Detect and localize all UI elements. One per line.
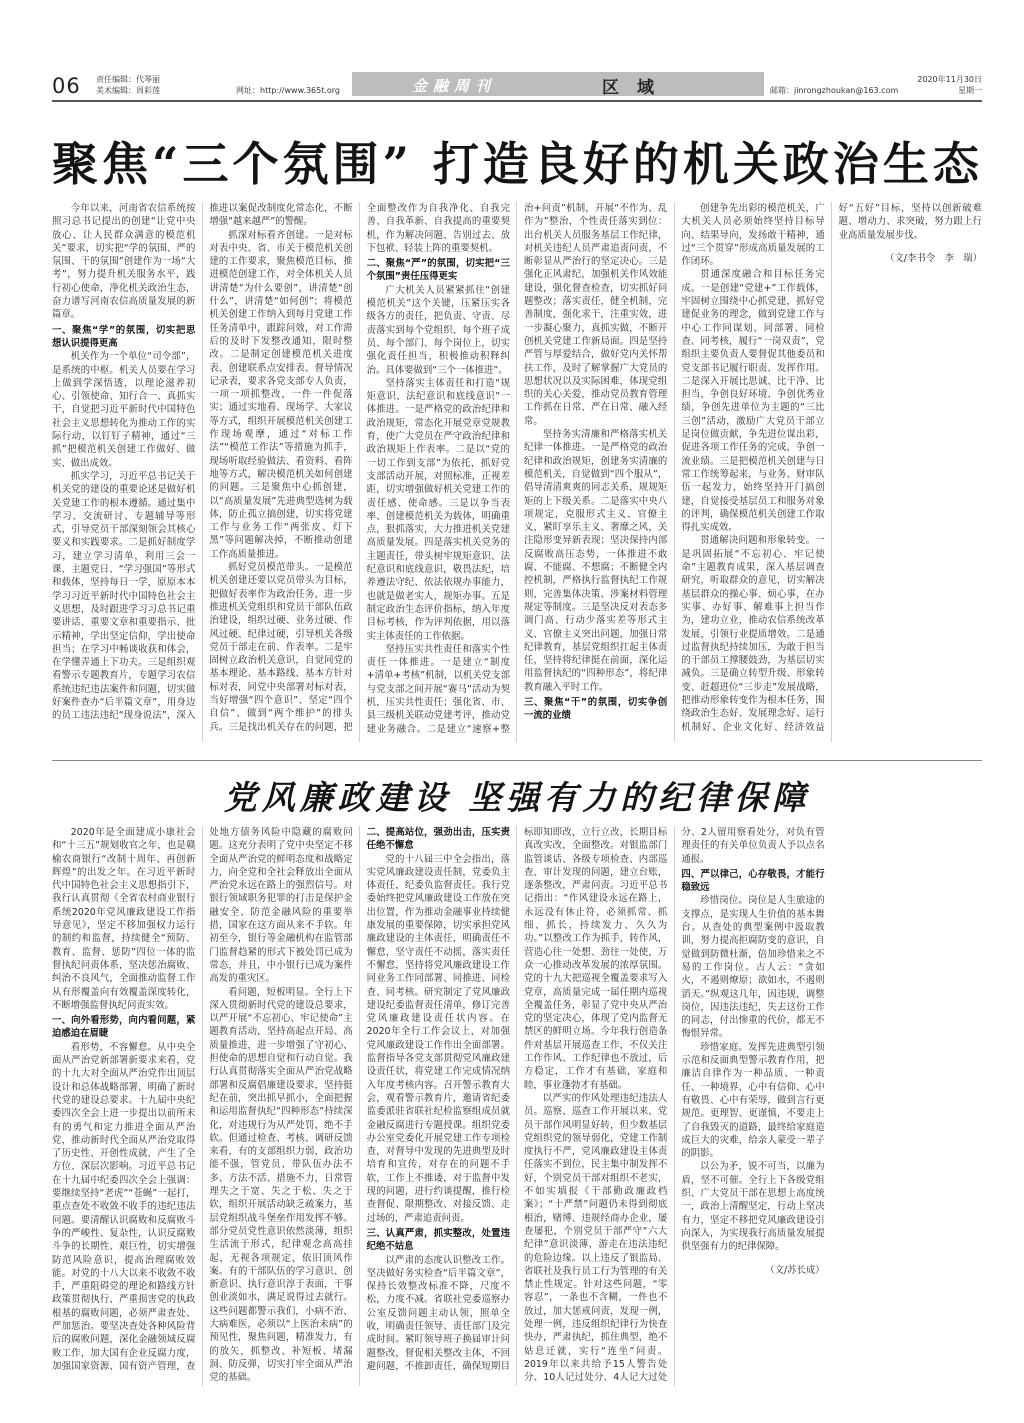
subheading: 一、向外看形势，向内看问题，紧迫感迫在眉睫 — [52, 1015, 196, 1040]
article2-title: 党风廉政建设 坚强有力的纪律保障 — [223, 778, 811, 817]
paragraph: 今年以来，河南省农信系统按照习总书记提出的创建“让党中央放心、让人民群众满意的模范机关”要求，切实把“学的氛围、严的氛围、干的氛围”创建作为一场“大考”，努力提升机关服务水平，践行初心使命，净化机关政治生态，奋力谱写河南农信高质量发展的新篇章。 — [52, 203, 196, 321]
paragraph: 贯通解决问题和形象转变。一是巩固拓展“不忘初心、牢记使命”主题教育成果，深入基层调查研究，听取群众的意见，切实解决基层群众的操心事、烦心事，在办实事、办好事、解难事上担当作为，建功立业，推动农信系统改革发展，引领行业提质增效。二是通过监督执纪持续加压，为敢于担当的干部员工撑腰鼓劲，为基层切实减负。三是确立转型升级、形象转变、赶超进位“三步走”发展战略，把推动形象转变作为根本任务，围绕政治生态好、发展理念好、运行机制好、企业文化好、经济效益好“五好”目标，坚持以创新破难题、增动力、求突破，努力跟上行业高质量发展步伐。 — [681, 203, 982, 733]
paragraph: 以严肃的态度认识整改工作。坚决做好务实检查“后半篇文章”，保持长效整改标准不降，尺度不松，力度不减。省联社党委巡察办公室反馈问题主动认领，照单全收，明确责任领导、责任部门及完成时间。紧盯领导班子换届审计问题整改，督促相关整改主体，不回避问题，不推卸责任，确保短期目标即知即改，立行立改，长期目标真改实改，全面整改。对银监部门监管谈话、各级专项检查、内部巡查、审计发现的问题，建立台账，逐条整改，严肃问责。习近平总书记指出：“作风建设永远在路上，永远没有休止符，必须抓常、抓细、抓长，持续发力、久久为功。”以整改工作为抓手，转作风，营造心往一处想、劲往一处使，万众一心推动改革发展的浓厚氛围。党的十九大把巡视全覆盖要求写入党章，高质量完成一届任期内巡视全覆盖任务，彰显了党中央从严治党的坚定决心，体现了党内监督无禁区的鲜明立场。今年我行创造条件对基层开展巡查工作，不仅关注工作作风、工作纪律也不放过，后方稳定，工作才有基础，家庭和睦，事业蓬勃才有基础。 — [366, 827, 668, 1372]
issue-date — [917, 74, 982, 96]
paragraph: 珍惜家庭。发挥先进典型引领示范和反面典型警示教育作用，把廉洁自律作为一种品质、一种责任、一种境界，心中有信仰、心中有敬畏、心中有荣辱，做到言行更规范。更理智、更谨慎，不要走上了自我毁灭的道路，最终给家庭造成巨大的灾难，给亲人蒙受一辈子的阴影。 — [681, 1041, 825, 1160]
page-number: 06 — [52, 74, 81, 98]
paragraph: 看问题，短板明显。全行上下深入贯彻新时代党的建设总要求，以严开展“不忘初心、牢记使命”主题教育活动，坚持高起点开局、高质量推进，进一步增强了守初心、担使命的思想自觉和行动自觉。我行认真贯彻落实全面从严治党战略部署和反腐倡廉建设要求，坚持挺纪在前，突出抓早抓小，全面把握和运用监督执纪“四种形态”持续深化，对违规行为从严处罚，绝不手软。但通过检查、考核、调研反馈来看，有的支部组织力弱，政治功能不强，管党员、带队伍办法不多、方法不活、措施不力，日常管理失之于宽、失之于松、失之于软，组织开展活动缺乏疏案力，基层党组织战斗堡垒作用发挥不够。部分党员党性意识依然淡薄，组织生活流于形式，纪律观念高高挂起，无视各项规定，依旧顶风作案。有的干部队伍的学习意识、创新意识、执行意识淳于表面，干事创业淡如水，满足说得过去就行。这些问题都警示我们，小病不治、大病难医，必须以“上医治未病”的预见性，聚焦问题，精准发力，有的放矢，抓整改、补短板、堵漏洞、防反弹，切实打牢全面从严治党的基础。 — [209, 986, 353, 1384]
paragraph: 珍惜岗位。岗位是人生旅途的支撑点，是实现人生价值的基本舞台。从查处的典型案例中汲取教训，努力提高拒腐防变的意识，自觉做到防微杜渐，倍加珍惜来之不易的工作岗位。古人云：“贪如火，不遏则燎原；欲如水，不遏则滔天。”纵观这几年，因违规，调整岗位，因违法违纪，失去这份工作的同志，付出惨重的代价，都无不悔恨异常。 — [681, 895, 825, 1040]
paragraph: 坚持务实清廉和严格落实机关纪律一体推进。一是严格党的政治纪律和政治规矩，创建务实清廉的模范机关，自觉做到“四个服从”，倡导清清爽爽的同志关系，规规矩矩的上下级关系。二是落实中央八项规定，克服形式主义、官僚主义，紧盯享乐主义、奢靡之风，关注隐形变异新表现；坚决保持内部反腐败高压态势，一体推进不敢腐、不能腐、不想腐；不断健全内控机制，严格执行监督执纪工作规则，完善集体决策、涉案材料管理规定等制度。三是坚决反对表态多调门高、行动少落实差等形式主义、官僚主义突出问题，加强日常纪律教育，基层党组织扛起主体责任，坚持将纪律挺在前面，深化运用监督执纪的“四种形态”，将纪律教育融入平时工作。 — [523, 429, 668, 693]
brand-name: 金融周刊 — [412, 77, 497, 95]
paragraph: 抓好党员模范带头。一是模范机关创建还要以党员带头为目标，把做好表率作为政治任务，进一步推进机关党组织和党员干部队伍政治建设，组织过硬、业务过硬、作风过硬、纪律过硬，引导机关各级党员干部走在前、作表率。二是牢固树立政治机关意识，自觉同党的基本理论、基本路线、基本方针对标对表，同党中央部署对标对表，当好增强“四个意识”、坚定“四个自信”、做到“两个维护”的排头兵。三是找出机关存在的问题，把全面整改作为自我净化、自我完善、自我革新、自我提高的重要契机，作为解决问题、告别过去、放下包袱、轻装上阵的重要契机。 — [209, 203, 510, 733]
paragraph: 2020年是全面建成小康社会和“十三五”规划收官之年，也是赣榆农商银行“改制十周年、再创新辉煌”的出发之年。在习近平新时代中国特色社会主义思想指引下，我行认真贯彻《全省农村商业银行系统2020年党风廉政建设工作指导意见》，坚定不移加强权力运行的制约和监督，持续健全“预防、教育、监督、惩防”四位一体的监督执纪问责体系，坚决惩治腐败、纠治不良风气，全面推动监督工作从有形覆盖向有效覆盖深度转化，不断增强监督执纪问责实效。 — [52, 827, 196, 1011]
weekday-text: 星期一 — [958, 86, 982, 95]
date-text: 2020年11月30日 — [917, 75, 982, 84]
website-link[interactable]: 网址：http://www.365t.org — [236, 86, 341, 95]
paragraph: 看形势，不容懈怠。从中央全面从严治党新部署新要求来看，党的十九大对全面从严治党作出顶层设计和总体战略部署，明确了新时代党的建设总要求。十九届中央纪委四次全会上进一步提出以前所未有的勇气和定力推进全面从严治党，推动新时代全面从严治党取得了历史性、开创性成就，产生了全方位、深层次影响。习近平总书记在十九届中纪委四次全会上强调：要继续坚持“老虎”“苍蝇”一起打，重点查处不收敛不收手的违纪违法问题。要清醒认识腐败和反腐败斗争的严峻性、复杂性，认识反腐败斗争的长期性、艰巨性，切实增强防范风险意识，提高治理腐败效能。对党的十八大以来不收敛不收手，严重阻碍党的理论和路线方针政策贯彻执行、严重损害党的执政根基的腐败问题，必须严肃查处、严加惩治。要坚决查处各种风险背后的腐败问题，深化金融领域反腐败工作，加大国有企业反腐力度，加强国家资源、国有资产管理，查处地方债务风险中隐藏的腐败问题。这充分表明了党中央坚定不移全面从严治党的鲜明态度和战略定力，向全党和全社会释放出全面从严治党永远在路上的强烈信号。对银行领域职务犯罪的打击是保护金融安全、防范金融风险的重要举措，国家在这方面从来不手软。年初至今，银行等金融机构在监管部门监督趋紧的形式下被处罚已成为常态，并且，中小银行已成为案件高发的重灾区。 — [52, 827, 353, 1372]
paragraph: 抓深对标看齐创建。一是对标对表中央、省、市关于模范机关创建的工作要求，聚焦模范目标，推进模范创建工作，对全体机关人员讲清楚“为什么要创”，讲清楚“创什么”，讲清楚“如何创”；将模范机关创建工作纳入到每月党建工作任务清单中，跟踪问效，对工作滞后的及时下发整改通知，限时整改。二是制定创建模范机关进度表、创建联系点安排表、督导情况记录表，要求各党支部专人负责，一项一项抓整改，一件一件促落实；通过实地看、现场学、大家议等方式，组织开展模范机关创建工作现场观摩，通过“对标工作法”“模范工作法”等措施为抓手，现场听取经验做法、看资料、看阵地等方式，解决模范机关如何创建的问题。三是聚焦中心抓创建，以“高质量发展”先进典型选树为载体，防止孤立搞创建，切实将党建工作与业务工作“两张皮、灯下黑”等问题解决掉，不断推动创建工作高质量推进。 — [209, 229, 353, 560]
subheading: 二、提高站位，强劲出击，压实责任绝不懈怠 — [366, 827, 510, 852]
paragraph: 创建争先出彩的模范机关，广大机关人员必须始终坚持目标导向、结果导向，发扬敢干精神，通过“三个贯穿”形成高质量发展的工作闭环。 — [681, 203, 825, 268]
article1-title: 聚焦“三个氛围” 打造良好的机关政治生态 — [52, 137, 983, 191]
section-divider — [52, 760, 982, 761]
editor-credits — [96, 74, 160, 96]
subheading: 二、聚焦“严”的氛围，切实把“三个氛围”责任压得更实 — [366, 258, 510, 283]
byline: （文/李书令 李 瑞） — [885, 252, 982, 264]
paragraph: 以严实的作风处理违纪违法人员。巡察、巡查工作开展以来，党员干部作风明显好转，但少数基层党组织党的领导弱化，党建工作制度执行不严，党风廉政建设主体责任落实不到位，民主集中制发挥不好，个别党员干部对组织不老实，不如实填报《干部勤政廉政档案》；“十严禁”问题仍未得到彻底根治，赌博、违规经商办企业，屡查屡犯，个别党员干部严守“六大纪律”意识淡薄，游走在违法违纪的危险边缘。以上违反了银监局、省联社及我行员工行为管理的有关禁止性规定。针对这些问题，“零容忍”，一条也不含糊，一件也不放过，加大惩戒问责，发现一例，处理一例，违反组织纪律行为快查快办，严肃执纪，抓住典型，绝不姑息迁就，实行“连坐”问责。2019年以来共给予15人警告处分、10人记过处分、4人记大过处分、2人留用察看处分，对负有管理责任的有关单位负责人予以点名通报。 — [523, 827, 825, 1384]
email-address[interactable]: 邮箱：jinrongzhoukan@163.com — [770, 86, 899, 95]
paragraph: 坚持落实主体责任和打造“规矩意识、法纪意识和底线意识”一体推进。一是严格党的政治纪律和政治规矩，常态化开展党章党规教育，使广大党员在严守政治纪律和政治规矩上作表率。二是以“党的一切工作到支部”为依托，抓好党支部活动开展，对照标准，正视差距，切实增强做好机关党建工作的责任感、使命感。三是以争当表率、创建模范机关为载体，明确重点，狠抓落实，大力推进机关党建高质量发展。四是落实机关党务的主题责任，带头树牢规矩意识、法纪意识和底线意识，敬畏法纪，培养遵法守纪、依法依规办事能力，也就是做老实人，规矩办事。五是制定政治生态评价指标，纳入年度目标考核，作为评判依据，用以落实主体责任的工作依据。 — [366, 377, 510, 642]
paragraph: 坚持压实共性责任和落实个性责任一体推进。一是建立“制度+清单+考核”机制，以机关党支部与党支部之间开展“赛马”活动为契机，压实共性责任；强化省、市、县三级机关联动党建考评，推动党建业务融合。二是建立“速察+整治+问责”机制，开展“不作为、乱作为”整治，个性责任落实到位：出台机关人员服务基层工作纪律，对机关违纪人员严肃追责问责，不断彰显从严治行的坚定决心。三是强化正风肃纪，加强机关作风效能建设，强化督查检查，切实抓好问题整改；落实责任，健全机制，完善制度，强化求干，注重实效，进一步凝心聚力，真抓实做，不断开创机关党建工作新局面。四是坚持严管与厚爱结合，做好党内关怀帮扶工作，及时了解掌握广大党员的思想状况以及实际困难，体现党组织的关心关爱，推动党员教育管理工作抓在日常、严在日常、融入经常。 — [366, 203, 668, 735]
subheading: 三、认真严肃，抓实整改，处置违纪绝不姑息 — [366, 1227, 510, 1253]
page-header — [52, 72, 982, 102]
paragraph: 贯通深度融合和目标任务完成。一是创建“党建+”工作载体，牢固树立围绕中心抓党建，抓好党建促业务的理念，做到党建工作与中心工作同谋划、同部署、同检查、同考核，履行“一岗双责”，党组织主要负责人要督促其他委员和党支部书记履行职责、发挥作用。二是深入开展比思诚、比干净、比担当，争创良好环境、争创优秀业绩，争创先进单位为主题的“三比三创”活动，激励广大党员干部立足岗位做贡献，争先进位谋出彩，促进各项工作任务的完成，争创一流业绩。三是把模范机关创建与日常工作统筹起来，与业务、财审队伍一起发力，始终坚持开门搞创建，自觉接受基层员工和服务对象的评判，确保模范机关创建工作取得扎实成效。 — [681, 269, 825, 534]
section-name: 区域 — [602, 78, 672, 98]
byline: （文/苏长成） — [765, 1264, 825, 1276]
subheading: 三、聚焦“干”的氛围，切实争创一流的业绩 — [523, 696, 668, 722]
paragraph: 机关作为一个单位“司令部”，是系统的中枢。机关人员要在学习上做到学深悟透，以理论滋养初心、引领使命、知行合一、真抓实干，自觉把习近平新时代中国特色社会主义思想转化为推动工作的实际行动，以钉钉子精神，通过“三抓”把模范机关创建工作做好、做实、做出成效。 — [52, 351, 196, 469]
masthead-band — [352, 72, 764, 96]
art-editor-line: 美术编辑：周彩莲 — [96, 86, 160, 95]
paragraph: 广大机关人员紧紧抓住“创建模范机关”这个关键，压紧压实各级各方的责任，把负责、守责、尽责落实到每个党组织、每个班子成员、每个部门、每个岗位上，切实强化责任担当，积极推动积释纠治。具体要做到“三个一体推进”。 — [366, 284, 510, 376]
paragraph: 抓实学习，习近平总书记关于机关党的建设的重要论述是做好机关党建工作的根本遵循。通过集中学习、交流研讨、专题辅导等形式，引导党员干部深刻领会其核心要义和实践要求。二是抓好制度学习，建立学习清单，利用三会一课、主题党日、“学习强国”等形式和载体，坚持每日一学，原原本本学习习近平新时代中国特色社会主义思想，及时跟进学习习总书记重要讲话、重要文章和重要指示、批示精神，学出坚定信仰，学出使命担当；在学习中畅谈收获和体会，在学懂弄通上下功夫。三是组织观看警示专题教育片，专题学习农信系统违纪违法案件和问题，切实做好案件查办“后半篇文章”，用身边的员工违法违纪“现身说法”，深入推进以案促改制度化常态化，不断增强“越来越严”的警醒。 — [52, 203, 353, 722]
subheading: 一、聚焦“学”的氛围，切实把思想认识提得更高 — [52, 324, 196, 349]
article2-body — [52, 826, 982, 1386]
editor-line: 责任编辑：代琴丽 — [96, 75, 160, 84]
subheading: 四、严以律己，心存敬畏，才能行稳致远 — [681, 868, 825, 894]
paragraph: 以公为矛，锐不可当，以廉为盾，坚不可催。全行上下各级党组织、广大党员干部在思想上高度统一，政治上清醒坚定，行动上坚决有力，坚定不移把党风廉政建设引向深入，为实现我行高质量发展提供坚强有力的纪律保障。 — [681, 1161, 825, 1253]
header-rule — [52, 100, 982, 102]
article1-body — [52, 202, 982, 742]
paragraph: 党的十八届三中全会指出，落实党风廉政建设责任制，党委负主体责任，纪委负监督责任。我行党委始终把党风廉政建设工作放在突出位置，作为推动金融事业持续健康发展的重要保障，切实承担党风廉政建设的主体责任，明确责任不懈怠，坚守责任不动摇，落实责任不懈怠，坚持将党风廉政建设工作同业务工作同部署、同推进、同检查、同考核。研究制定了党风廉政建设纪委监督责任清单，修订完善党风廉政建设责任状内容。在2020年全行工作会议上，对加强党风廉政建设工作作出全面部署。监督指导各党支部贯彻党风廉政建设责任状，将党建工作完成情况纳入年度考核内容。召开警示教育大会，观看警示教育片，邀请省纪委监委派驻省联社纪检监察组成员就金融反腐进行专题授课。组织党委办公室党委化开展党建工作专项检查，对督导中发现的先进典型及时培育和宣传，对存在的问题不手软，工作上不推诿，对于监督中发现的问题，进行约谈提醒，推行检查督促、限期整改、对接反馈、走过场的，严肃追责问责。 — [366, 853, 510, 1224]
